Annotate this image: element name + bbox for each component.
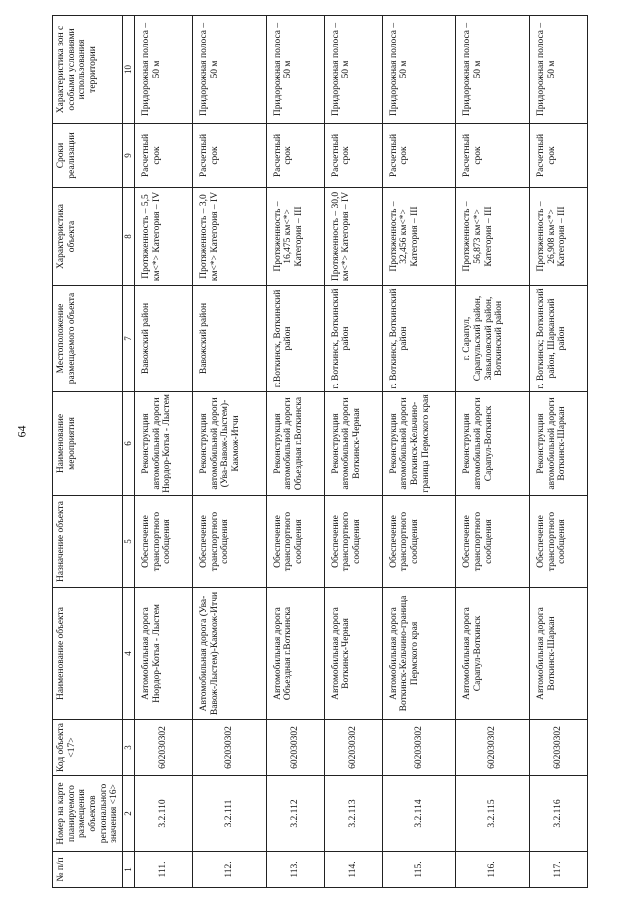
column-number: 6 — [123, 392, 135, 496]
object-location: г. Воткинск; Воткинский район, Шарканский район — [529, 286, 587, 392]
object-zone: Придорожная полоса – 50 м — [382, 16, 456, 124]
header-cell: Номер на карте планируемого размещения объектов регионального значения <16> — [53, 776, 123, 852]
object-location: г. Воткинск, Воткинский район — [324, 286, 382, 392]
object-zone: Придорожная полоса – 50 м — [193, 16, 267, 124]
object-location: г.Воткинск, Воткинский район — [266, 286, 324, 392]
header-cell: Местоположение размещаемого объекта — [53, 286, 123, 392]
object-action: Реконструкция автомобильной дороги (Ува-Вавож-Лыстем)-Какмож-Итчи — [193, 392, 267, 496]
object-characteristics: Протяженность – 32,456 км<*> Категория – III — [382, 188, 456, 286]
header-cell: № п/п — [53, 852, 123, 888]
map-number: 3.2.111 — [193, 776, 267, 852]
table-row — [324, 16, 382, 888]
object-location: г. Сарапул, Сарапульский район, Завьяловский район, Воткинский район — [456, 286, 530, 392]
header-cell: Характеристика зон с особыми условиями использования территории — [53, 16, 123, 124]
object-characteristics: Протяженность – 30,0 км<*> Категория – IV — [324, 188, 382, 286]
header-cell: Наименование мероприятия — [53, 392, 123, 496]
column-number: 2 — [123, 776, 135, 852]
object-zone: Придорожная полоса – 50 м — [135, 16, 193, 124]
object-purpose: Обеспечение транспортного сообщения — [266, 496, 324, 588]
object-action: Реконструкция автомобильной дороги Сарапул-Воткинск — [456, 392, 530, 496]
table-row — [193, 16, 267, 888]
object-purpose: Обеспечение транспортного сообщения — [135, 496, 193, 588]
object-characteristics: Протяженность – 26,908 км<*> Категория – III — [529, 188, 587, 286]
header-cell: Сроки реализации — [53, 124, 123, 188]
object-action: Реконструкция автомобильной дороги Нюрдор-Котья - Лыстем — [135, 392, 193, 496]
object-code: 602030302 — [193, 720, 267, 776]
object-characteristics: Протяженность – 3,0 км<*> Категория – IV — [193, 188, 267, 286]
object-code: 602030302 — [529, 720, 587, 776]
map-number: 3.2.113 — [324, 776, 382, 852]
object-zone: Придорожная полоса – 50 м — [324, 16, 382, 124]
row-number: 111. — [135, 852, 193, 888]
object-name: Автомобильная дорога Нюрдор-Котья - Лыстем — [135, 588, 193, 720]
object-name: Автомобильная дорога Объездная г.Воткинска — [266, 588, 324, 720]
table-row — [382, 16, 456, 888]
header-cell: Код объекта <17> — [53, 720, 123, 776]
table-row — [266, 16, 324, 888]
table-row — [135, 16, 193, 888]
object-term: Расчетный срок — [382, 124, 456, 188]
column-number: 9 — [123, 124, 135, 188]
row-number: 116. — [456, 852, 530, 888]
object-name: Автомобильная дорога Воткинск-Черная — [324, 588, 382, 720]
object-purpose: Обеспечение транспортного сообщения — [324, 496, 382, 588]
object-location: Вавожский район — [193, 286, 267, 392]
object-action: Реконструкция автомобильной дороги Воткинск-Шаркан — [529, 392, 587, 496]
object-code: 602030302 — [135, 720, 193, 776]
object-code: 602030302 — [324, 720, 382, 776]
object-purpose: Обеспечение транспортного сообщения — [382, 496, 456, 588]
row-number: 115. — [382, 852, 456, 888]
object-action: Реконструкция автомобильной дороги Воткинск-Кельчино-граница Пермского края — [382, 392, 456, 496]
object-zone: Придорожная полоса – 50 м — [456, 16, 530, 124]
header-cell: Наименование объекта — [53, 588, 123, 720]
object-characteristics: Протяженность – 56,873 км<*> Категория – III — [456, 188, 530, 286]
row-number: 112. — [193, 852, 267, 888]
object-characteristics: Протяженность – 5,5 км<*> Категория – IV — [135, 188, 193, 286]
object-name: Автомобильная дорога Воткинск-Шаркан — [529, 588, 587, 720]
column-number: 4 — [123, 588, 135, 720]
column-number: 7 — [123, 286, 135, 392]
map-number: 3.2.115 — [456, 776, 530, 852]
column-number: 10 — [123, 16, 135, 124]
object-term: Расчетный срок — [193, 124, 267, 188]
header-cell: Характеристика объекта — [53, 188, 123, 286]
object-code: 602030302 — [382, 720, 456, 776]
object-name: Автомобильная дорога Воткинск-Кельчино-граница Пермского края — [382, 588, 456, 720]
object-term: Расчетный срок — [456, 124, 530, 188]
object-characteristics: Протяженность – 16,475 км<*> Категория – III — [266, 188, 324, 286]
row-number: 117. — [529, 852, 587, 888]
object-action: Реконструкция автомобильной дороги Воткинск-Черная — [324, 392, 382, 496]
object-code: 602030302 — [456, 720, 530, 776]
rotated-table-wrapper — [52, 16, 588, 888]
object-term: Расчетный срок — [324, 124, 382, 188]
object-purpose: Обеспечение транспортного сообщения — [456, 496, 530, 588]
object-name: Автомобильная дорога (Ува-Вавож-Лыстем)-Какмож-Итчи — [193, 588, 267, 720]
row-number: 113. — [266, 852, 324, 888]
column-number: 8 — [123, 188, 135, 286]
map-number: 3.2.116 — [529, 776, 587, 852]
map-number: 3.2.110 — [135, 776, 193, 852]
object-term: Расчетный срок — [135, 124, 193, 188]
page-number: 64 — [14, 425, 29, 438]
table-row — [529, 16, 587, 888]
column-number: 5 — [123, 496, 135, 588]
header-cell: Назначение объекта — [53, 496, 123, 588]
object-code: 602030302 — [266, 720, 324, 776]
objects-table — [52, 15, 588, 888]
table-row — [456, 16, 530, 888]
object-zone: Придорожная полоса – 50 м — [529, 16, 587, 124]
object-term: Расчетный срок — [266, 124, 324, 188]
object-action: Реконструкция автомобильной дороги Объездная г.Воткинска — [266, 392, 324, 496]
object-location: г. Воткинск, Воткинский район — [382, 286, 456, 392]
object-zone: Придорожная полоса – 50 м — [266, 16, 324, 124]
column-number: 3 — [123, 720, 135, 776]
object-name: Автомобильная дорога Сарапул-Воткинск — [456, 588, 530, 720]
object-location: Вавожский район — [135, 286, 193, 392]
object-purpose: Обеспечение транспортного сообщения — [193, 496, 267, 588]
object-purpose: Обеспечение транспортного сообщения — [529, 496, 587, 588]
column-number: 1 — [123, 852, 135, 888]
row-number: 114. — [324, 852, 382, 888]
object-term: Расчетный срок — [529, 124, 587, 188]
map-number: 3.2.112 — [266, 776, 324, 852]
map-number: 3.2.114 — [382, 776, 456, 852]
